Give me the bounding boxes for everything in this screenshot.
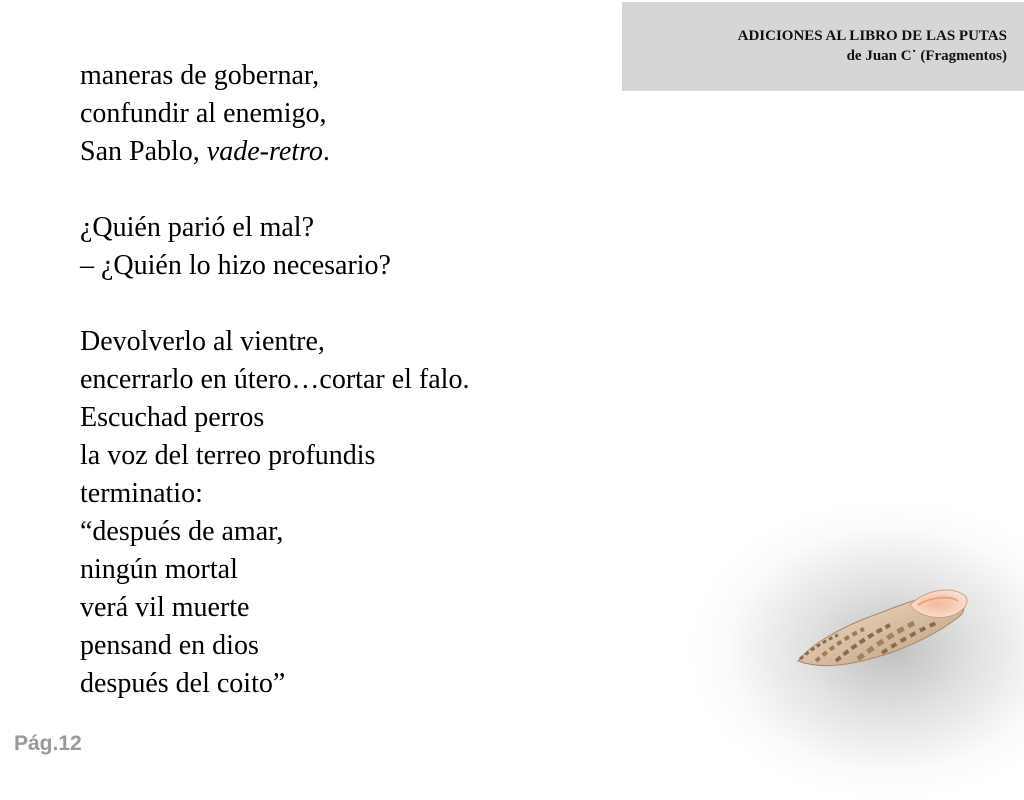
stanza-1 [80,57,469,171]
poem-line: encerrarlo en útero…cortar el falo. [80,364,470,395]
poem-line: la voz del terreo profundis [80,440,376,471]
poem-line: – ¿Quién lo hizo necesario? [80,250,391,281]
poem-line-punctuation: . [322,136,330,167]
poem-line: “después de amar, [80,516,284,547]
stanza-3 [80,323,469,703]
poem-line: Devolverlo al vientre, [80,326,325,357]
poem-line: ¿Quién parió el mal? [80,212,315,243]
stanza-2 [80,209,469,285]
poem-line: confundir al enemigo, [80,98,327,129]
poem-line: después del coito” [80,668,286,699]
italic-phrase: vade-retro [206,136,323,167]
poem-line: maneras de gobernar, [80,60,320,91]
poem-line: Escuchad perros [80,402,265,433]
header-box [622,2,1024,91]
poem-line: verá vil muerte [80,592,250,623]
page-number: Pág.12 [14,732,82,755]
poem-line: ningún mortal [80,554,238,585]
poem-line: terminatio: [80,478,203,509]
document-title: ADICIONES AL LIBRO DE LAS PUTAS [737,28,1007,44]
poem-line: pensand en dios [80,630,259,661]
poem-line-text: San Pablo, [80,136,207,167]
seashell-icon [790,575,970,675]
poem-line [80,133,469,171]
poem-body [80,57,469,703]
document-subtitle: de Juan C˙ (Fragmentos) [846,48,1007,64]
